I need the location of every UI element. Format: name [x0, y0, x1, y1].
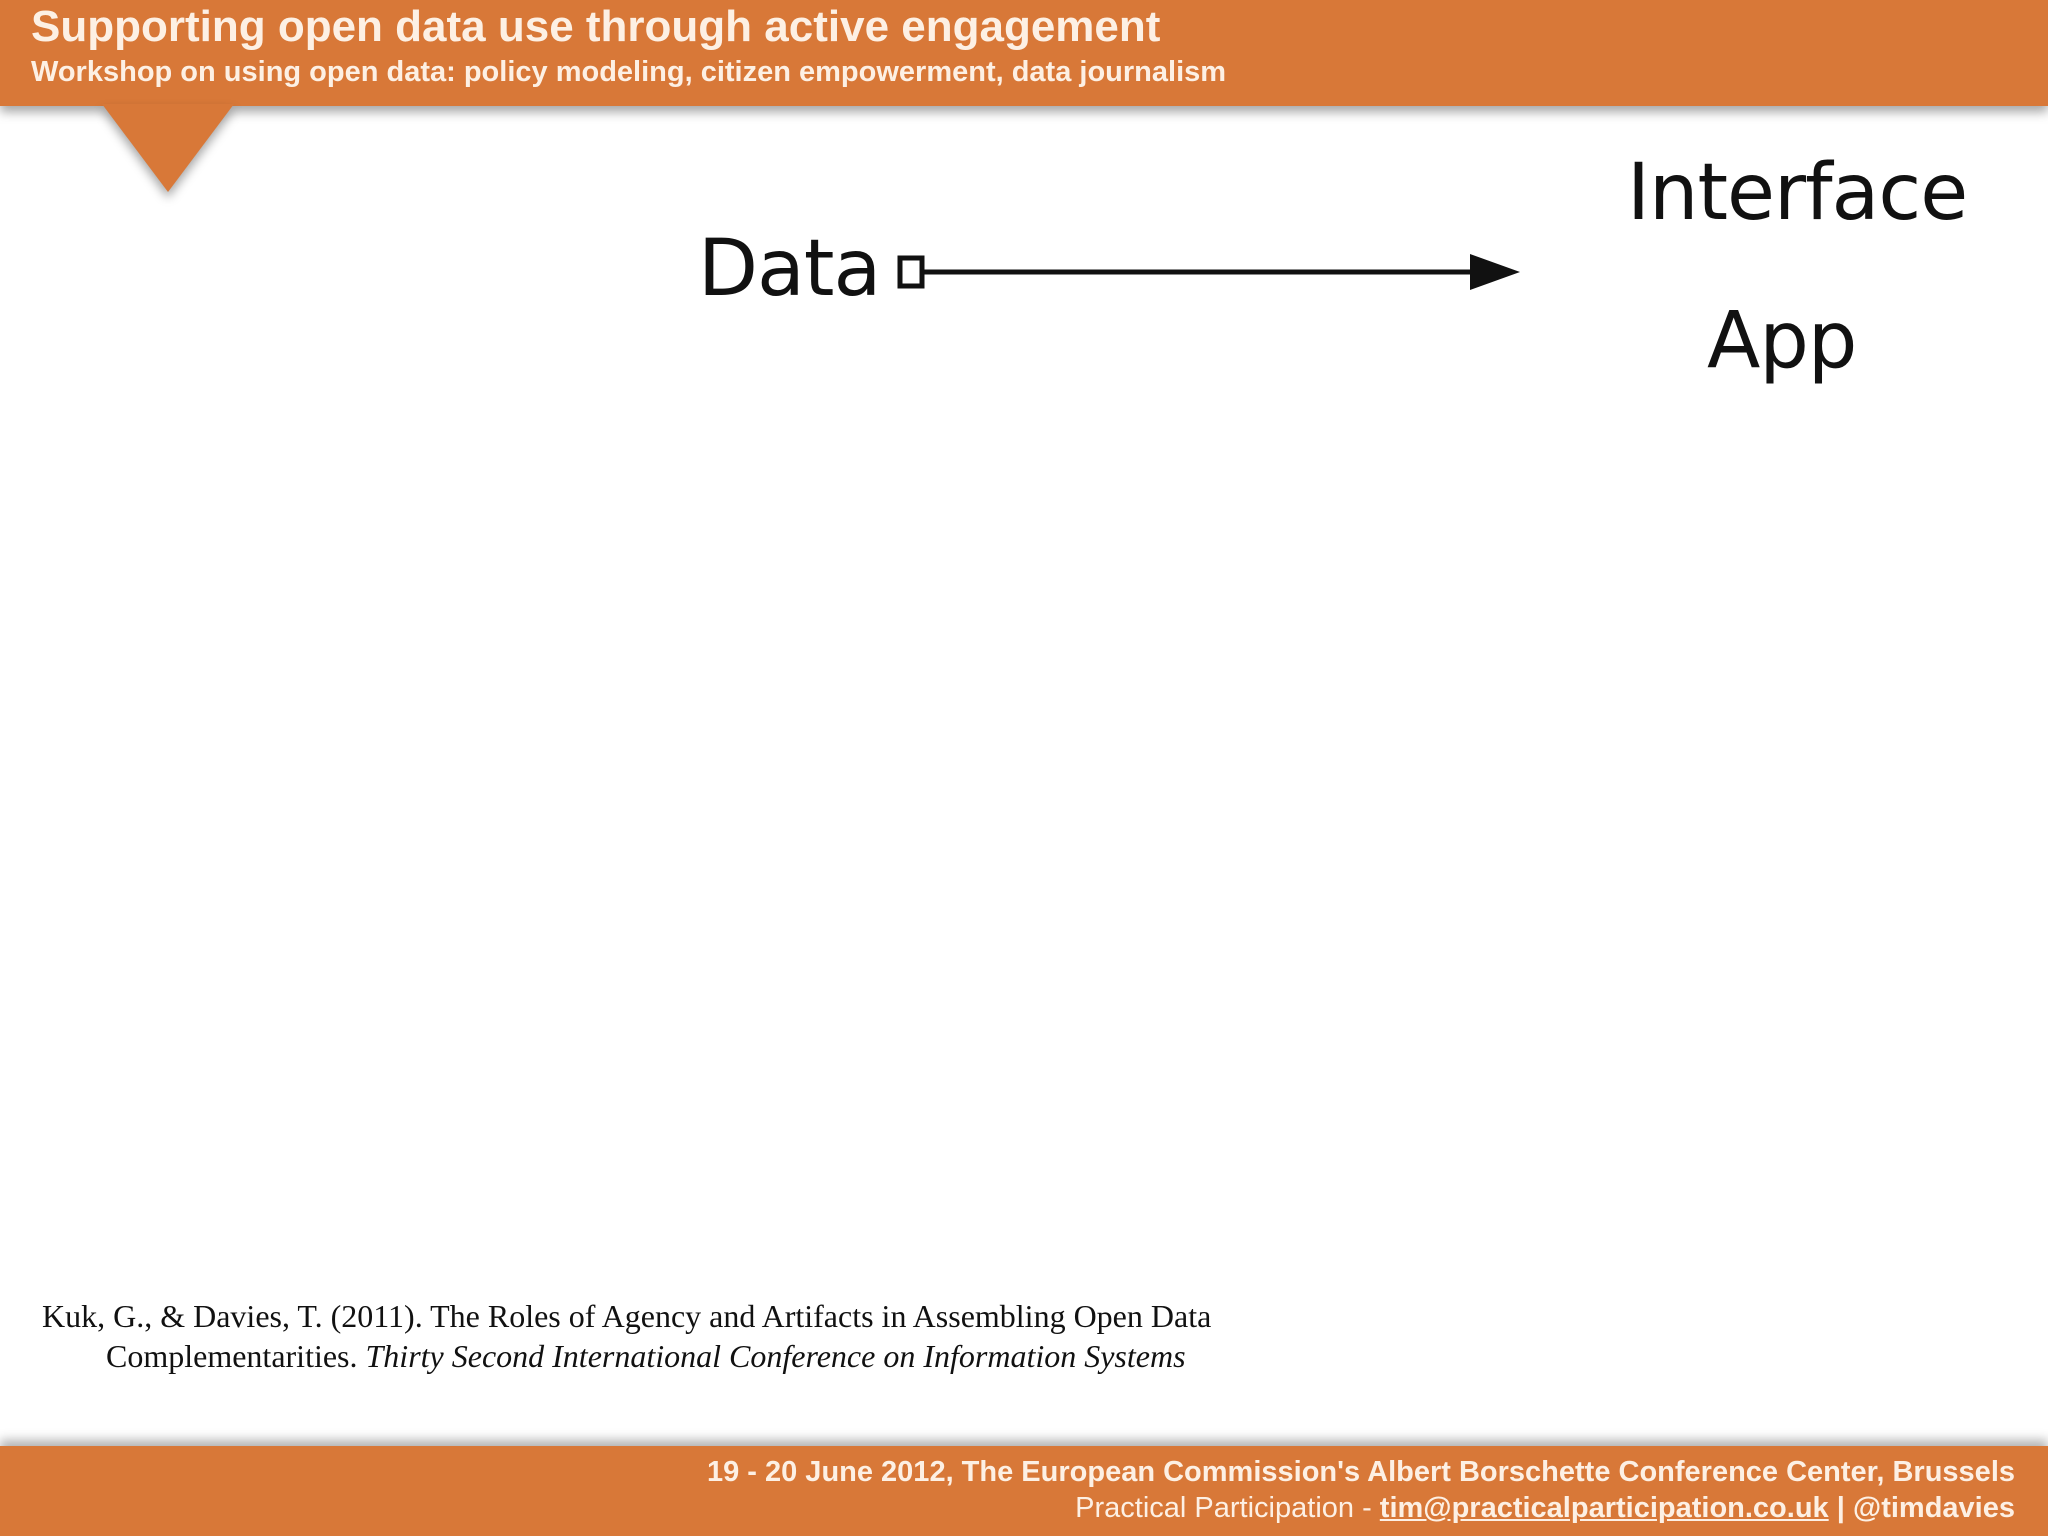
- reference-citation: [42, 1296, 1306, 1376]
- slide-title: Supporting open data use through active engagement: [31, 2, 1161, 51]
- footer-banner: [0, 1446, 2048, 1536]
- title-banner: [0, 0, 2048, 106]
- connector-start-square: [900, 258, 922, 286]
- organisation-name: Practical Participation -: [1075, 1492, 1380, 1524]
- contact-separator: |: [1828, 1492, 1853, 1524]
- twitter-handle[interactable]: @timdavies: [1852, 1492, 2015, 1524]
- citation-venue: Thirty Second International Conference on Information Systems: [365, 1338, 1186, 1374]
- banner-notch: [102, 104, 234, 192]
- slide-subtitle: Workshop on using open data: policy modeling, citizen empowerment, data journalism: [31, 56, 1227, 88]
- data-label: Data: [698, 224, 881, 314]
- contact-line: [1075, 1492, 2015, 1525]
- citation-text: Kuk, G., & Davies, T. (2011). The Roles of Agency and Artifacts in Assembling Open Data Complementarities.: [42, 1298, 1212, 1374]
- interface-label: Interface: [1627, 148, 1968, 238]
- connector-arrowhead: [1470, 254, 1520, 290]
- event-details: 19 - 20 June 2012, The European Commission's Albert Borschette Conference Center, Brussels: [706, 1456, 2015, 1488]
- email-link[interactable]: tim@practicalparticipation.co.uk: [1379, 1492, 1829, 1524]
- app-label: App: [1707, 296, 1857, 386]
- connector-arrow: [892, 244, 1532, 302]
